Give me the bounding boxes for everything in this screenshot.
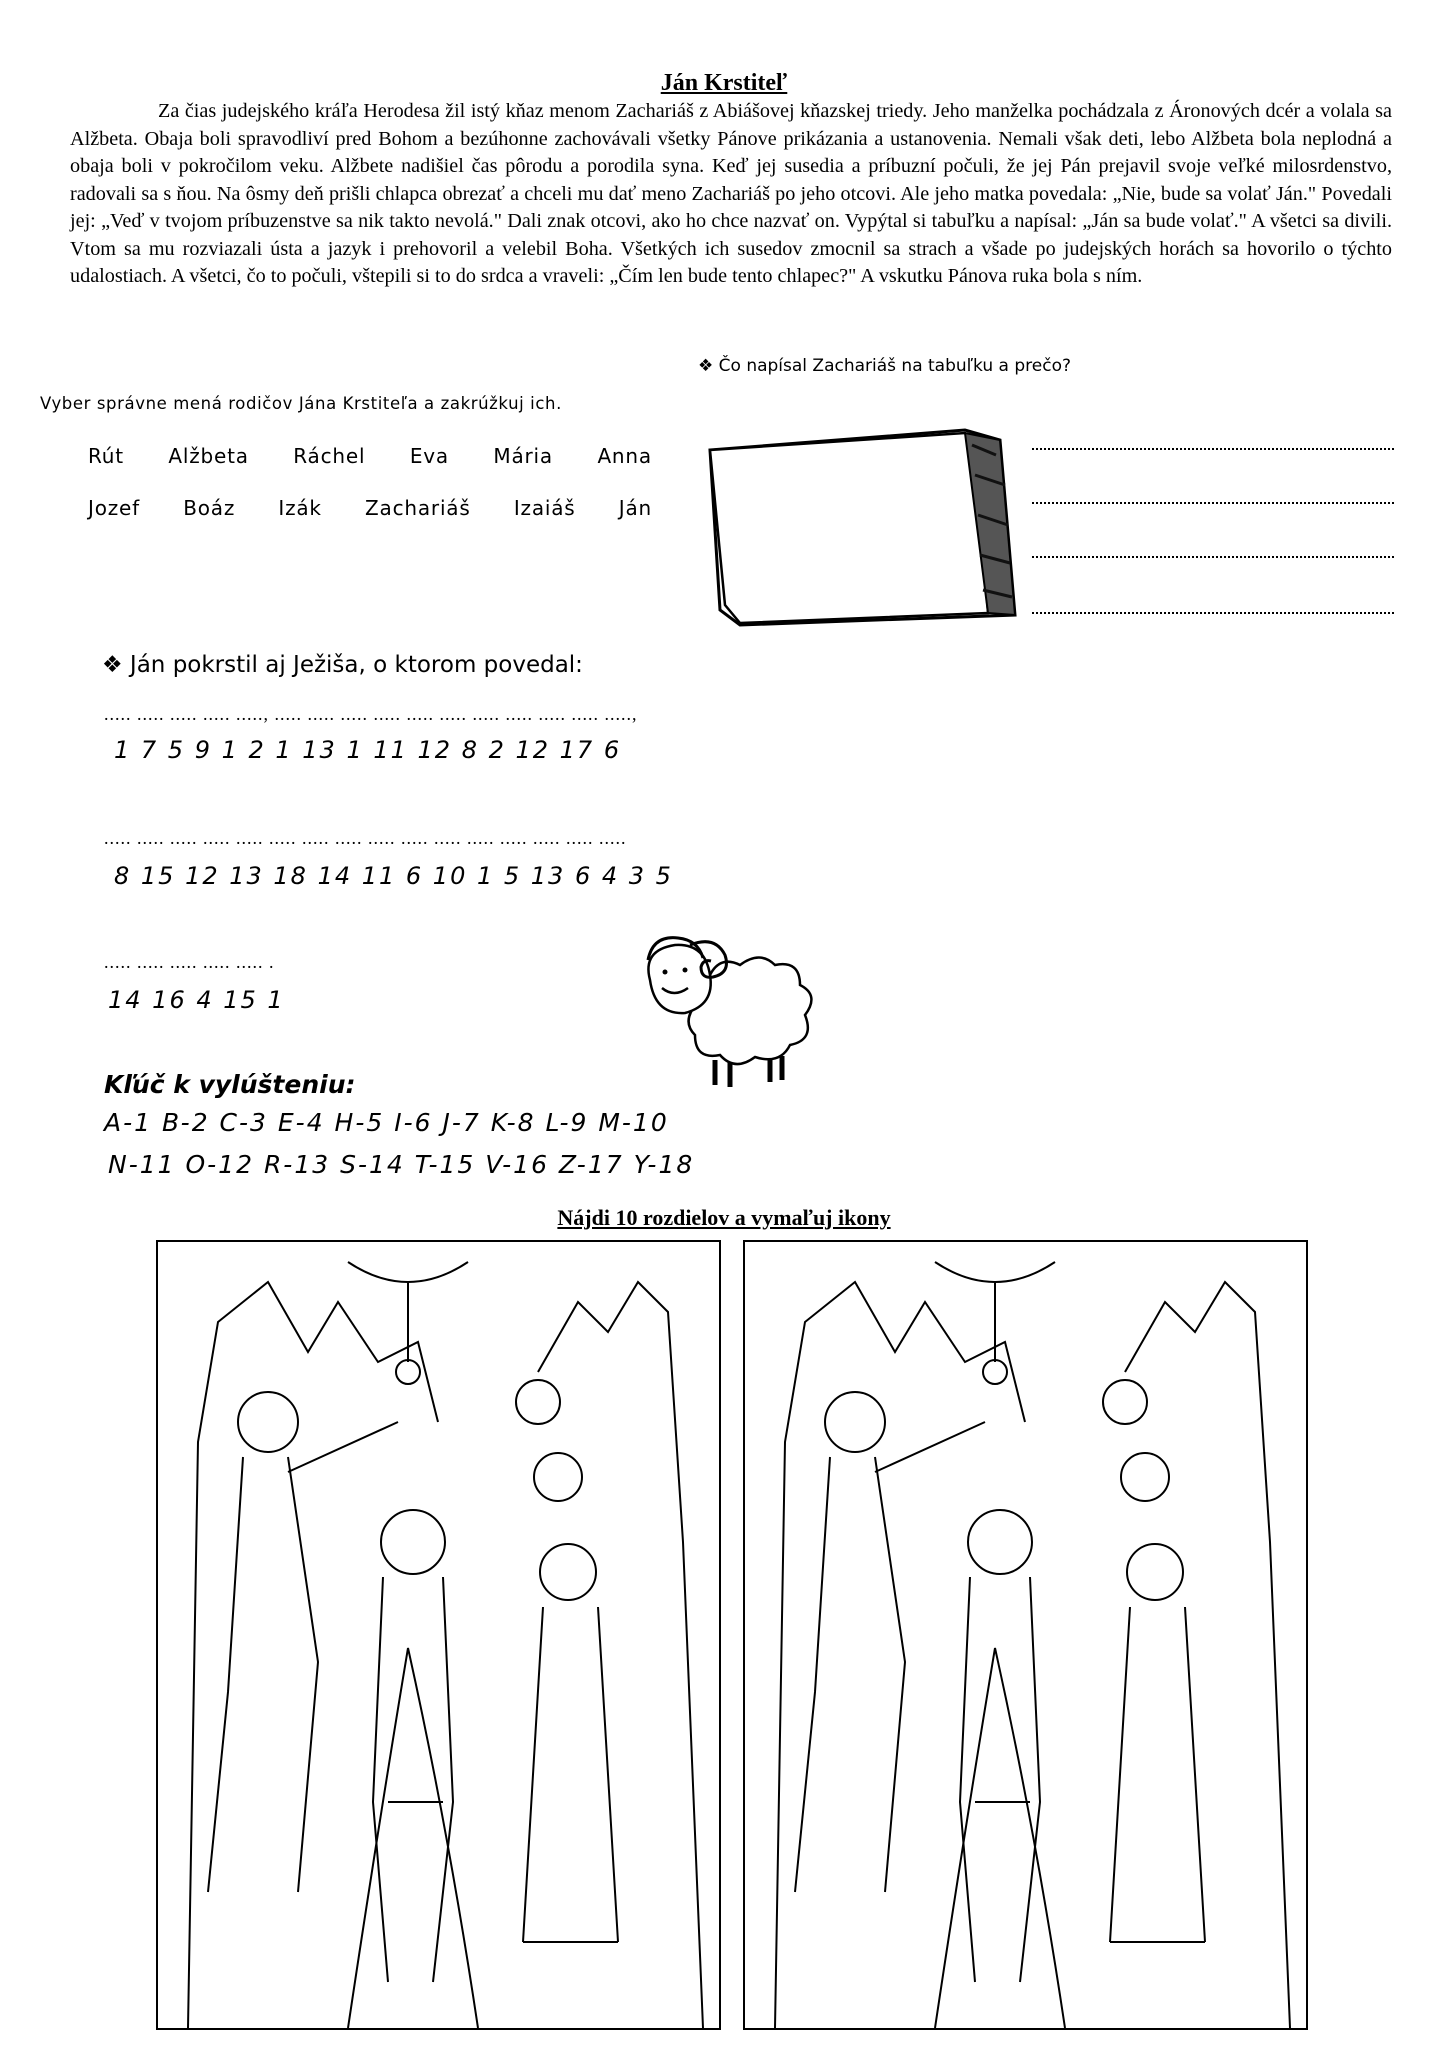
names-row-2	[80, 496, 660, 520]
puzzle-dots-2[interactable]: ..... ..... ..... ..... ..... ..... ..... ..... ..... ..... ..... ..... ..... ..... ..... .....	[104, 828, 627, 848]
puzzle-numbers-3: 14 16 4 15 1	[108, 986, 285, 1014]
baptism-icon-drawing	[158, 1242, 719, 2028]
puzzle-dots-3[interactable]: ..... ..... ..... ..... ..... .	[104, 952, 275, 972]
key-row-1: A-1 B-2 C-3 E-4 H-5 I-6 J-7 K-8 L-9 M-10	[104, 1108, 669, 1137]
differences-title: Nájdi 10 rozdielov a vymaľuj ikony	[557, 1205, 891, 1230]
baptism-icon-drawing	[745, 1242, 1306, 2028]
name-option[interactable]: Ráchel	[293, 444, 366, 468]
icon-frame-left[interactable]	[156, 1240, 721, 2030]
name-option[interactable]: Anna	[597, 444, 652, 468]
tablet-question: ❖ Čo napísal Zachariáš na tabuľku a prečo?	[698, 356, 1071, 376]
stone-tablet-illustration	[700, 425, 1020, 630]
name-option[interactable]: Eva	[409, 444, 449, 468]
name-option[interactable]: Mária	[493, 444, 553, 468]
puzzle-numbers-1: 1 7 5 9 1 2 1 13 1 11 12 8 2 12 17 6	[114, 736, 622, 764]
page-title: Ján Krstiteľ	[660, 70, 788, 96]
names-row-1	[80, 444, 660, 468]
icon-frame-right[interactable]	[743, 1240, 1308, 2030]
key-title: Kľúč k vylúšteniu:	[104, 1070, 356, 1099]
name-option[interactable]: Alžbeta	[168, 444, 249, 468]
name-option[interactable]: Izaiáš	[513, 496, 576, 520]
name-option[interactable]: Izák	[278, 496, 322, 520]
answer-line[interactable]	[1032, 502, 1394, 504]
sheep-illustration	[630, 930, 820, 1100]
name-option[interactable]: Jozef	[88, 496, 140, 520]
puzzle-numbers-2: 8 15 12 13 18 14 11 6 10 1 5 13 6 4 3 5	[114, 862, 673, 890]
puzzle-dots-1[interactable]: ..... ..... ..... ..... ....., ..... ..... ..... ..... ..... ..... ..... ..... ..... ..... .....,	[104, 704, 638, 724]
name-option[interactable]: Ján	[618, 496, 652, 520]
name-option[interactable]: Zachariáš	[365, 496, 471, 520]
answer-line[interactable]	[1032, 612, 1394, 614]
story-text: Za čias judejského kráľa Herodesa žil istý kňaz menom Zachariáš z Abiášovej kňazskej triedy. Jeho manželka pochádzala z Áronových dcér a volala sa Alžbeta. Obaja boli spravodliví pred Bohom a bezúhonne zachovávali všetky Pánove prikázania a ustanovenia. Nemali však deti, lebo Alžbeta bola neplodná a obaja boli v pokročilom veku. Alžbete nadišiel čas pôrodu a porodila syna. Keď jej susedia a príbuzní počuli, že jej Pán prejavil svoje veľké milosrdenstvo, radovali sa s ňou. Na ôsmy deň prišli chlapca obrezať a chceli mu dať meno Zachariáš po jeho otcovi. Ale jeho matka povedala: „Nie, bude sa volať Ján." Povedali jej: „Veď v tvojom príbuzenstve sa nik takto nevolá." Dali znak otcovi, ako ho chce nazvať on. Vypýtal si tabuľku a napísal: „Ján sa bude volať." A všetci sa divili. Vtom sa mu rozviazali ústa a jazyk i prehovoril a velebil Boha. Všetkých ich susedov zmocnil sa strach a všade po judejských horách sa hovorilo o týchto udalostiach. A všetci, čo to počuli, vštepili si to do srdca a vraveli: „Čím len bude tento chlapec?" A vskutku Pánova ruka bola s ním.	[70, 100, 1392, 287]
answer-line[interactable]	[1032, 556, 1394, 558]
jesus-question: ❖ Ján pokrstil aj Ježiša, o ktorom povedal:	[102, 652, 583, 678]
key-row-2: N-11 O-12 R-13 S-14 T-15 V-16 Z-17 Y-18	[108, 1150, 695, 1179]
name-option[interactable]: Rút	[88, 444, 124, 468]
name-option[interactable]: Boáz	[183, 496, 236, 520]
answer-line[interactable]	[1032, 448, 1394, 450]
parents-question: Vyber správne mená rodičov Jána Krstiteľa a zakrúžkuj ich.	[40, 394, 562, 413]
